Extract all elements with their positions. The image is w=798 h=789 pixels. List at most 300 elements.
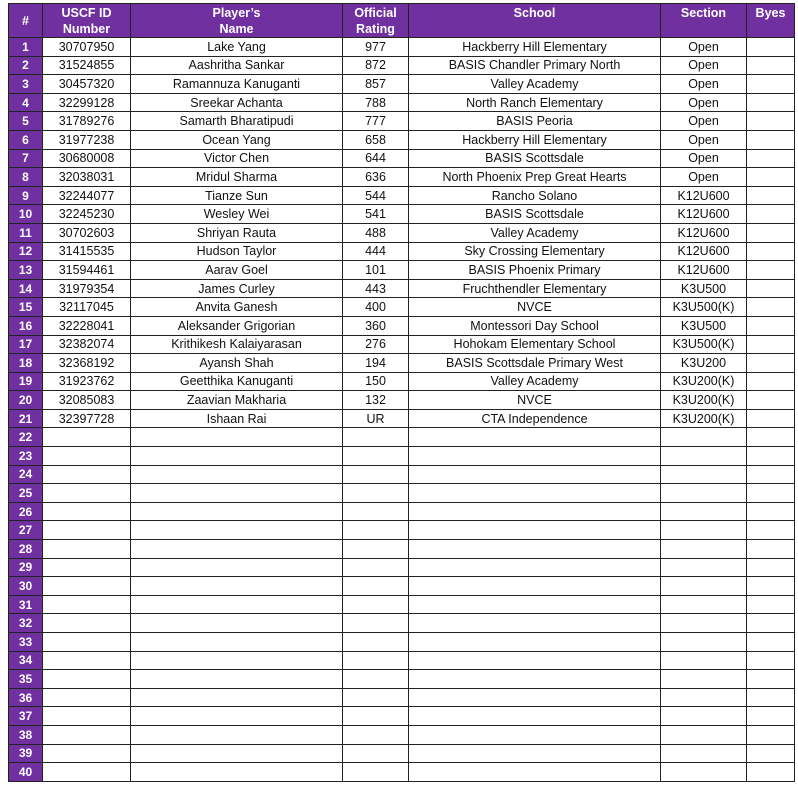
- section-cell: K3U200(K): [661, 372, 747, 391]
- player-name-cell: [131, 540, 343, 559]
- byes-cell: [747, 744, 795, 763]
- player-name-cell: Aleksander Grigorian: [131, 316, 343, 335]
- row-number-cell: 21: [9, 409, 43, 428]
- section-cell: K12U600: [661, 261, 747, 280]
- byes-cell: [747, 633, 795, 652]
- rating-cell: 360: [343, 316, 409, 335]
- table-row: [9, 112, 795, 131]
- byes-cell: [747, 130, 795, 149]
- byes-cell: [747, 316, 795, 335]
- uscf-id-cell: [43, 595, 131, 614]
- row-number-cell: 4: [9, 93, 43, 112]
- player-name-cell: Lake Yang: [131, 38, 343, 57]
- player-name-cell: [131, 688, 343, 707]
- player-name-cell: [131, 558, 343, 577]
- table-row: [9, 409, 795, 428]
- section-cell: Open: [661, 75, 747, 94]
- player-name-cell: [131, 577, 343, 596]
- table-row: [9, 38, 795, 57]
- section-cell: [661, 577, 747, 596]
- player-name-cell: [131, 744, 343, 763]
- uscf-id-cell: 32085083: [43, 391, 131, 410]
- table-row: [9, 130, 795, 149]
- rating-cell: 544: [343, 186, 409, 205]
- table-row: [9, 614, 795, 633]
- uscf-id-cell: [43, 558, 131, 577]
- byes-cell: [747, 298, 795, 317]
- player-name-cell: Samarth Bharatipudi: [131, 112, 343, 131]
- section-cell: K3U200(K): [661, 391, 747, 410]
- row-number-cell: 31: [9, 595, 43, 614]
- row-number-cell: 34: [9, 651, 43, 670]
- player-name-cell: Victor Chen: [131, 149, 343, 168]
- player-name-cell: [131, 670, 343, 689]
- rating-cell: [343, 502, 409, 521]
- byes-cell: [747, 707, 795, 726]
- byes-cell: [747, 465, 795, 484]
- row-number-cell: 18: [9, 354, 43, 373]
- section-cell: K12U600: [661, 186, 747, 205]
- table-row: [9, 261, 795, 280]
- col-header-uscf-id-line2: Number: [62, 21, 111, 36]
- player-name-cell: Aashritha Sankar: [131, 56, 343, 75]
- col-header-section: Section: [661, 4, 747, 38]
- rating-cell: 444: [343, 242, 409, 261]
- rating-cell: [343, 447, 409, 466]
- player-name-cell: Zaavian Makharia: [131, 391, 343, 410]
- school-cell: [409, 744, 661, 763]
- section-cell: Open: [661, 38, 747, 57]
- rating-cell: 276: [343, 335, 409, 354]
- player-name-cell: [131, 725, 343, 744]
- section-cell: K3U200(K): [661, 409, 747, 428]
- row-number-cell: 3: [9, 75, 43, 94]
- section-cell: Open: [661, 112, 747, 131]
- section-cell: [661, 670, 747, 689]
- player-name-cell: Anvita Ganesh: [131, 298, 343, 317]
- row-number-cell: 6: [9, 130, 43, 149]
- row-number-cell: 9: [9, 186, 43, 205]
- rating-cell: 488: [343, 223, 409, 242]
- uscf-id-cell: [43, 725, 131, 744]
- section-cell: K12U600: [661, 205, 747, 224]
- rating-cell: 977: [343, 38, 409, 57]
- uscf-id-cell: [43, 484, 131, 503]
- byes-cell: [747, 391, 795, 410]
- uscf-id-cell: [43, 651, 131, 670]
- section-cell: [661, 465, 747, 484]
- col-header-player-name-line1: Player’s: [212, 5, 261, 20]
- table-row: [9, 670, 795, 689]
- player-name-cell: Aarav Goel: [131, 261, 343, 280]
- rating-cell: 101: [343, 261, 409, 280]
- byes-cell: [747, 279, 795, 298]
- school-cell: BASIS Peoria: [409, 112, 661, 131]
- section-cell: [661, 484, 747, 503]
- player-name-cell: [131, 428, 343, 447]
- school-cell: Hohokam Elementary School: [409, 335, 661, 354]
- player-name-cell: Sreekar Achanta: [131, 93, 343, 112]
- uscf-id-cell: 31923762: [43, 372, 131, 391]
- player-roster-table: [8, 3, 795, 782]
- uscf-id-cell: [43, 465, 131, 484]
- row-number-cell: 2: [9, 56, 43, 75]
- col-header-player-name: [131, 4, 343, 38]
- rating-cell: 872: [343, 56, 409, 75]
- col-header-school: School: [409, 4, 661, 38]
- player-name-cell: [131, 484, 343, 503]
- uscf-id-cell: [43, 540, 131, 559]
- table-row: [9, 316, 795, 335]
- uscf-id-cell: 32299128: [43, 93, 131, 112]
- uscf-id-cell: 32382074: [43, 335, 131, 354]
- byes-cell: [747, 651, 795, 670]
- byes-cell: [747, 93, 795, 112]
- player-name-cell: [131, 595, 343, 614]
- player-name-cell: Ocean Yang: [131, 130, 343, 149]
- section-cell: [661, 651, 747, 670]
- byes-cell: [747, 372, 795, 391]
- row-number-cell: 33: [9, 633, 43, 652]
- player-name-cell: [131, 707, 343, 726]
- table-row: [9, 205, 795, 224]
- byes-cell: [747, 186, 795, 205]
- section-cell: Open: [661, 130, 747, 149]
- section-cell: [661, 558, 747, 577]
- table-row: [9, 298, 795, 317]
- col-header-uscf-id: [43, 4, 131, 38]
- section-cell: K3U500: [661, 316, 747, 335]
- table-row: [9, 651, 795, 670]
- row-number-cell: 26: [9, 502, 43, 521]
- col-header-rating: [343, 4, 409, 38]
- byes-cell: [747, 335, 795, 354]
- section-cell: [661, 521, 747, 540]
- uscf-id-cell: 32038031: [43, 168, 131, 187]
- school-cell: [409, 577, 661, 596]
- rating-cell: [343, 577, 409, 596]
- school-cell: [409, 707, 661, 726]
- school-cell: [409, 558, 661, 577]
- col-header-rating-line2: Rating: [356, 21, 395, 36]
- rating-cell: 541: [343, 205, 409, 224]
- school-cell: Sky Crossing Elementary: [409, 242, 661, 261]
- rating-cell: [343, 744, 409, 763]
- row-number-cell: 10: [9, 205, 43, 224]
- row-number-cell: 8: [9, 168, 43, 187]
- table-row: [9, 391, 795, 410]
- col-header-byes: Byes: [747, 4, 795, 38]
- rating-cell: [343, 633, 409, 652]
- table-row: [9, 744, 795, 763]
- col-header-uscf-id-line1: USCF ID: [61, 5, 112, 20]
- table-row: [9, 372, 795, 391]
- table-row: [9, 540, 795, 559]
- school-cell: BASIS Scottsdale: [409, 205, 661, 224]
- table-row: [9, 558, 795, 577]
- section-cell: K3U500: [661, 279, 747, 298]
- table-row: [9, 223, 795, 242]
- table-row: [9, 93, 795, 112]
- section-cell: [661, 707, 747, 726]
- rating-cell: 132: [343, 391, 409, 410]
- school-cell: Hackberry Hill Elementary: [409, 130, 661, 149]
- rating-cell: [343, 725, 409, 744]
- school-cell: North Ranch Elementary: [409, 93, 661, 112]
- table-row: [9, 56, 795, 75]
- uscf-id-cell: 31979354: [43, 279, 131, 298]
- section-cell: [661, 763, 747, 782]
- rating-cell: 194: [343, 354, 409, 373]
- school-cell: Valley Academy: [409, 223, 661, 242]
- byes-cell: [747, 502, 795, 521]
- rating-cell: 658: [343, 130, 409, 149]
- row-number-cell: 35: [9, 670, 43, 689]
- player-name-cell: [131, 633, 343, 652]
- uscf-id-cell: 30457320: [43, 75, 131, 94]
- school-cell: Montessori Day School: [409, 316, 661, 335]
- school-cell: [409, 502, 661, 521]
- player-name-cell: [131, 651, 343, 670]
- table-row: [9, 725, 795, 744]
- school-cell: [409, 725, 661, 744]
- uscf-id-cell: [43, 447, 131, 466]
- uscf-id-cell: 32244077: [43, 186, 131, 205]
- player-name-cell: [131, 614, 343, 633]
- rating-cell: 150: [343, 372, 409, 391]
- uscf-id-cell: 30707950: [43, 38, 131, 57]
- roster-body: [9, 38, 795, 782]
- table-row: [9, 354, 795, 373]
- byes-cell: [747, 614, 795, 633]
- uscf-id-cell: 32368192: [43, 354, 131, 373]
- player-name-cell: Shriyan Rauta: [131, 223, 343, 242]
- section-cell: [661, 688, 747, 707]
- uscf-id-cell: 31524855: [43, 56, 131, 75]
- rating-cell: [343, 595, 409, 614]
- row-number-cell: 37: [9, 707, 43, 726]
- row-number-cell: 16: [9, 316, 43, 335]
- row-number-cell: 22: [9, 428, 43, 447]
- col-header-player-name-line2: Name: [219, 21, 254, 36]
- table-row: [9, 688, 795, 707]
- row-number-cell: 32: [9, 614, 43, 633]
- rating-cell: 857: [343, 75, 409, 94]
- player-name-cell: [131, 465, 343, 484]
- rating-cell: [343, 521, 409, 540]
- byes-cell: [747, 56, 795, 75]
- row-number-cell: 36: [9, 688, 43, 707]
- school-cell: Valley Academy: [409, 372, 661, 391]
- school-cell: [409, 595, 661, 614]
- uscf-id-cell: [43, 633, 131, 652]
- row-number-cell: 23: [9, 447, 43, 466]
- player-name-cell: [131, 502, 343, 521]
- school-cell: NVCE: [409, 298, 661, 317]
- byes-cell: [747, 261, 795, 280]
- section-cell: [661, 744, 747, 763]
- byes-cell: [747, 168, 795, 187]
- rating-cell: 644: [343, 149, 409, 168]
- byes-cell: [747, 354, 795, 373]
- byes-cell: [747, 670, 795, 689]
- table-row: [9, 75, 795, 94]
- rating-cell: [343, 558, 409, 577]
- uscf-id-cell: 32397728: [43, 409, 131, 428]
- section-cell: K12U600: [661, 242, 747, 261]
- player-name-cell: James Curley: [131, 279, 343, 298]
- section-cell: K3U200: [661, 354, 747, 373]
- rating-cell: [343, 670, 409, 689]
- col-header-rating-line1: Official: [354, 5, 397, 20]
- row-number-cell: 20: [9, 391, 43, 410]
- byes-cell: [747, 484, 795, 503]
- col-header-number-label: #: [22, 13, 29, 28]
- section-cell: K12U600: [661, 223, 747, 242]
- section-cell: Open: [661, 93, 747, 112]
- uscf-id-cell: [43, 521, 131, 540]
- uscf-id-cell: 32245230: [43, 205, 131, 224]
- uscf-id-cell: [43, 763, 131, 782]
- school-cell: [409, 670, 661, 689]
- section-cell: [661, 614, 747, 633]
- school-cell: [409, 688, 661, 707]
- row-number-cell: 13: [9, 261, 43, 280]
- byes-cell: [747, 409, 795, 428]
- section-cell: [661, 595, 747, 614]
- table-row: [9, 279, 795, 298]
- uscf-id-cell: 32228041: [43, 316, 131, 335]
- section-cell: [661, 633, 747, 652]
- table-row: [9, 447, 795, 466]
- table-row: [9, 707, 795, 726]
- header-row: [9, 4, 795, 38]
- uscf-id-cell: [43, 670, 131, 689]
- rating-cell: [343, 465, 409, 484]
- school-cell: BASIS Scottsdale Primary West: [409, 354, 661, 373]
- section-cell: K3U500(K): [661, 298, 747, 317]
- uscf-id-cell: [43, 688, 131, 707]
- byes-cell: [747, 688, 795, 707]
- school-cell: Fruchthendler Elementary: [409, 279, 661, 298]
- school-cell: BASIS Chandler Primary North: [409, 56, 661, 75]
- uscf-id-cell: [43, 744, 131, 763]
- school-cell: [409, 614, 661, 633]
- school-cell: BASIS Phoenix Primary: [409, 261, 661, 280]
- school-cell: Valley Academy: [409, 75, 661, 94]
- row-number-cell: 19: [9, 372, 43, 391]
- byes-cell: [747, 242, 795, 261]
- rating-cell: [343, 484, 409, 503]
- row-number-cell: 27: [9, 521, 43, 540]
- rating-cell: [343, 540, 409, 559]
- byes-cell: [747, 112, 795, 131]
- row-number-cell: 40: [9, 763, 43, 782]
- school-cell: [409, 763, 661, 782]
- table-row: [9, 763, 795, 782]
- uscf-id-cell: [43, 502, 131, 521]
- table-row: [9, 633, 795, 652]
- school-cell: [409, 447, 661, 466]
- table-row: [9, 484, 795, 503]
- uscf-id-cell: 31415535: [43, 242, 131, 261]
- school-cell: [409, 484, 661, 503]
- player-name-cell: Wesley Wei: [131, 205, 343, 224]
- school-cell: CTA Independence: [409, 409, 661, 428]
- player-name-cell: Ishaan Rai: [131, 409, 343, 428]
- table-row: [9, 335, 795, 354]
- byes-cell: [747, 428, 795, 447]
- byes-cell: [747, 763, 795, 782]
- section-cell: [661, 447, 747, 466]
- section-cell: [661, 725, 747, 744]
- rating-cell: 777: [343, 112, 409, 131]
- table-row: [9, 242, 795, 261]
- col-header-number: [9, 4, 43, 38]
- row-number-cell: 17: [9, 335, 43, 354]
- row-number-cell: 28: [9, 540, 43, 559]
- section-cell: [661, 502, 747, 521]
- uscf-id-cell: 31594461: [43, 261, 131, 280]
- table-row: [9, 186, 795, 205]
- uscf-id-cell: 31977238: [43, 130, 131, 149]
- rating-cell: 400: [343, 298, 409, 317]
- rating-cell: 788: [343, 93, 409, 112]
- uscf-id-cell: [43, 428, 131, 447]
- section-cell: Open: [661, 168, 747, 187]
- rating-cell: 443: [343, 279, 409, 298]
- section-cell: Open: [661, 56, 747, 75]
- table-row: [9, 465, 795, 484]
- uscf-id-cell: [43, 614, 131, 633]
- school-cell: [409, 521, 661, 540]
- row-number-cell: 5: [9, 112, 43, 131]
- section-cell: Open: [661, 149, 747, 168]
- row-number-cell: 29: [9, 558, 43, 577]
- school-cell: [409, 465, 661, 484]
- row-number-cell: 14: [9, 279, 43, 298]
- section-cell: K3U500(K): [661, 335, 747, 354]
- table-row: [9, 149, 795, 168]
- byes-cell: [747, 521, 795, 540]
- rating-cell: [343, 651, 409, 670]
- uscf-id-cell: 32117045: [43, 298, 131, 317]
- school-cell: North Phoenix Prep Great Hearts: [409, 168, 661, 187]
- row-number-cell: 1: [9, 38, 43, 57]
- section-cell: [661, 428, 747, 447]
- uscf-id-cell: [43, 577, 131, 596]
- uscf-id-cell: 30702603: [43, 223, 131, 242]
- row-number-cell: 15: [9, 298, 43, 317]
- player-name-cell: [131, 763, 343, 782]
- row-number-cell: 30: [9, 577, 43, 596]
- school-cell: [409, 540, 661, 559]
- row-number-cell: 25: [9, 484, 43, 503]
- row-number-cell: 11: [9, 223, 43, 242]
- player-name-cell: Ayansh Shah: [131, 354, 343, 373]
- table-row: [9, 577, 795, 596]
- player-name-cell: Geetthika Kanuganti: [131, 372, 343, 391]
- uscf-id-cell: 30680008: [43, 149, 131, 168]
- row-number-cell: 24: [9, 465, 43, 484]
- rating-cell: [343, 707, 409, 726]
- byes-cell: [747, 558, 795, 577]
- byes-cell: [747, 725, 795, 744]
- player-name-cell: Mridul Sharma: [131, 168, 343, 187]
- row-number-cell: 38: [9, 725, 43, 744]
- rating-cell: [343, 428, 409, 447]
- table-row: [9, 168, 795, 187]
